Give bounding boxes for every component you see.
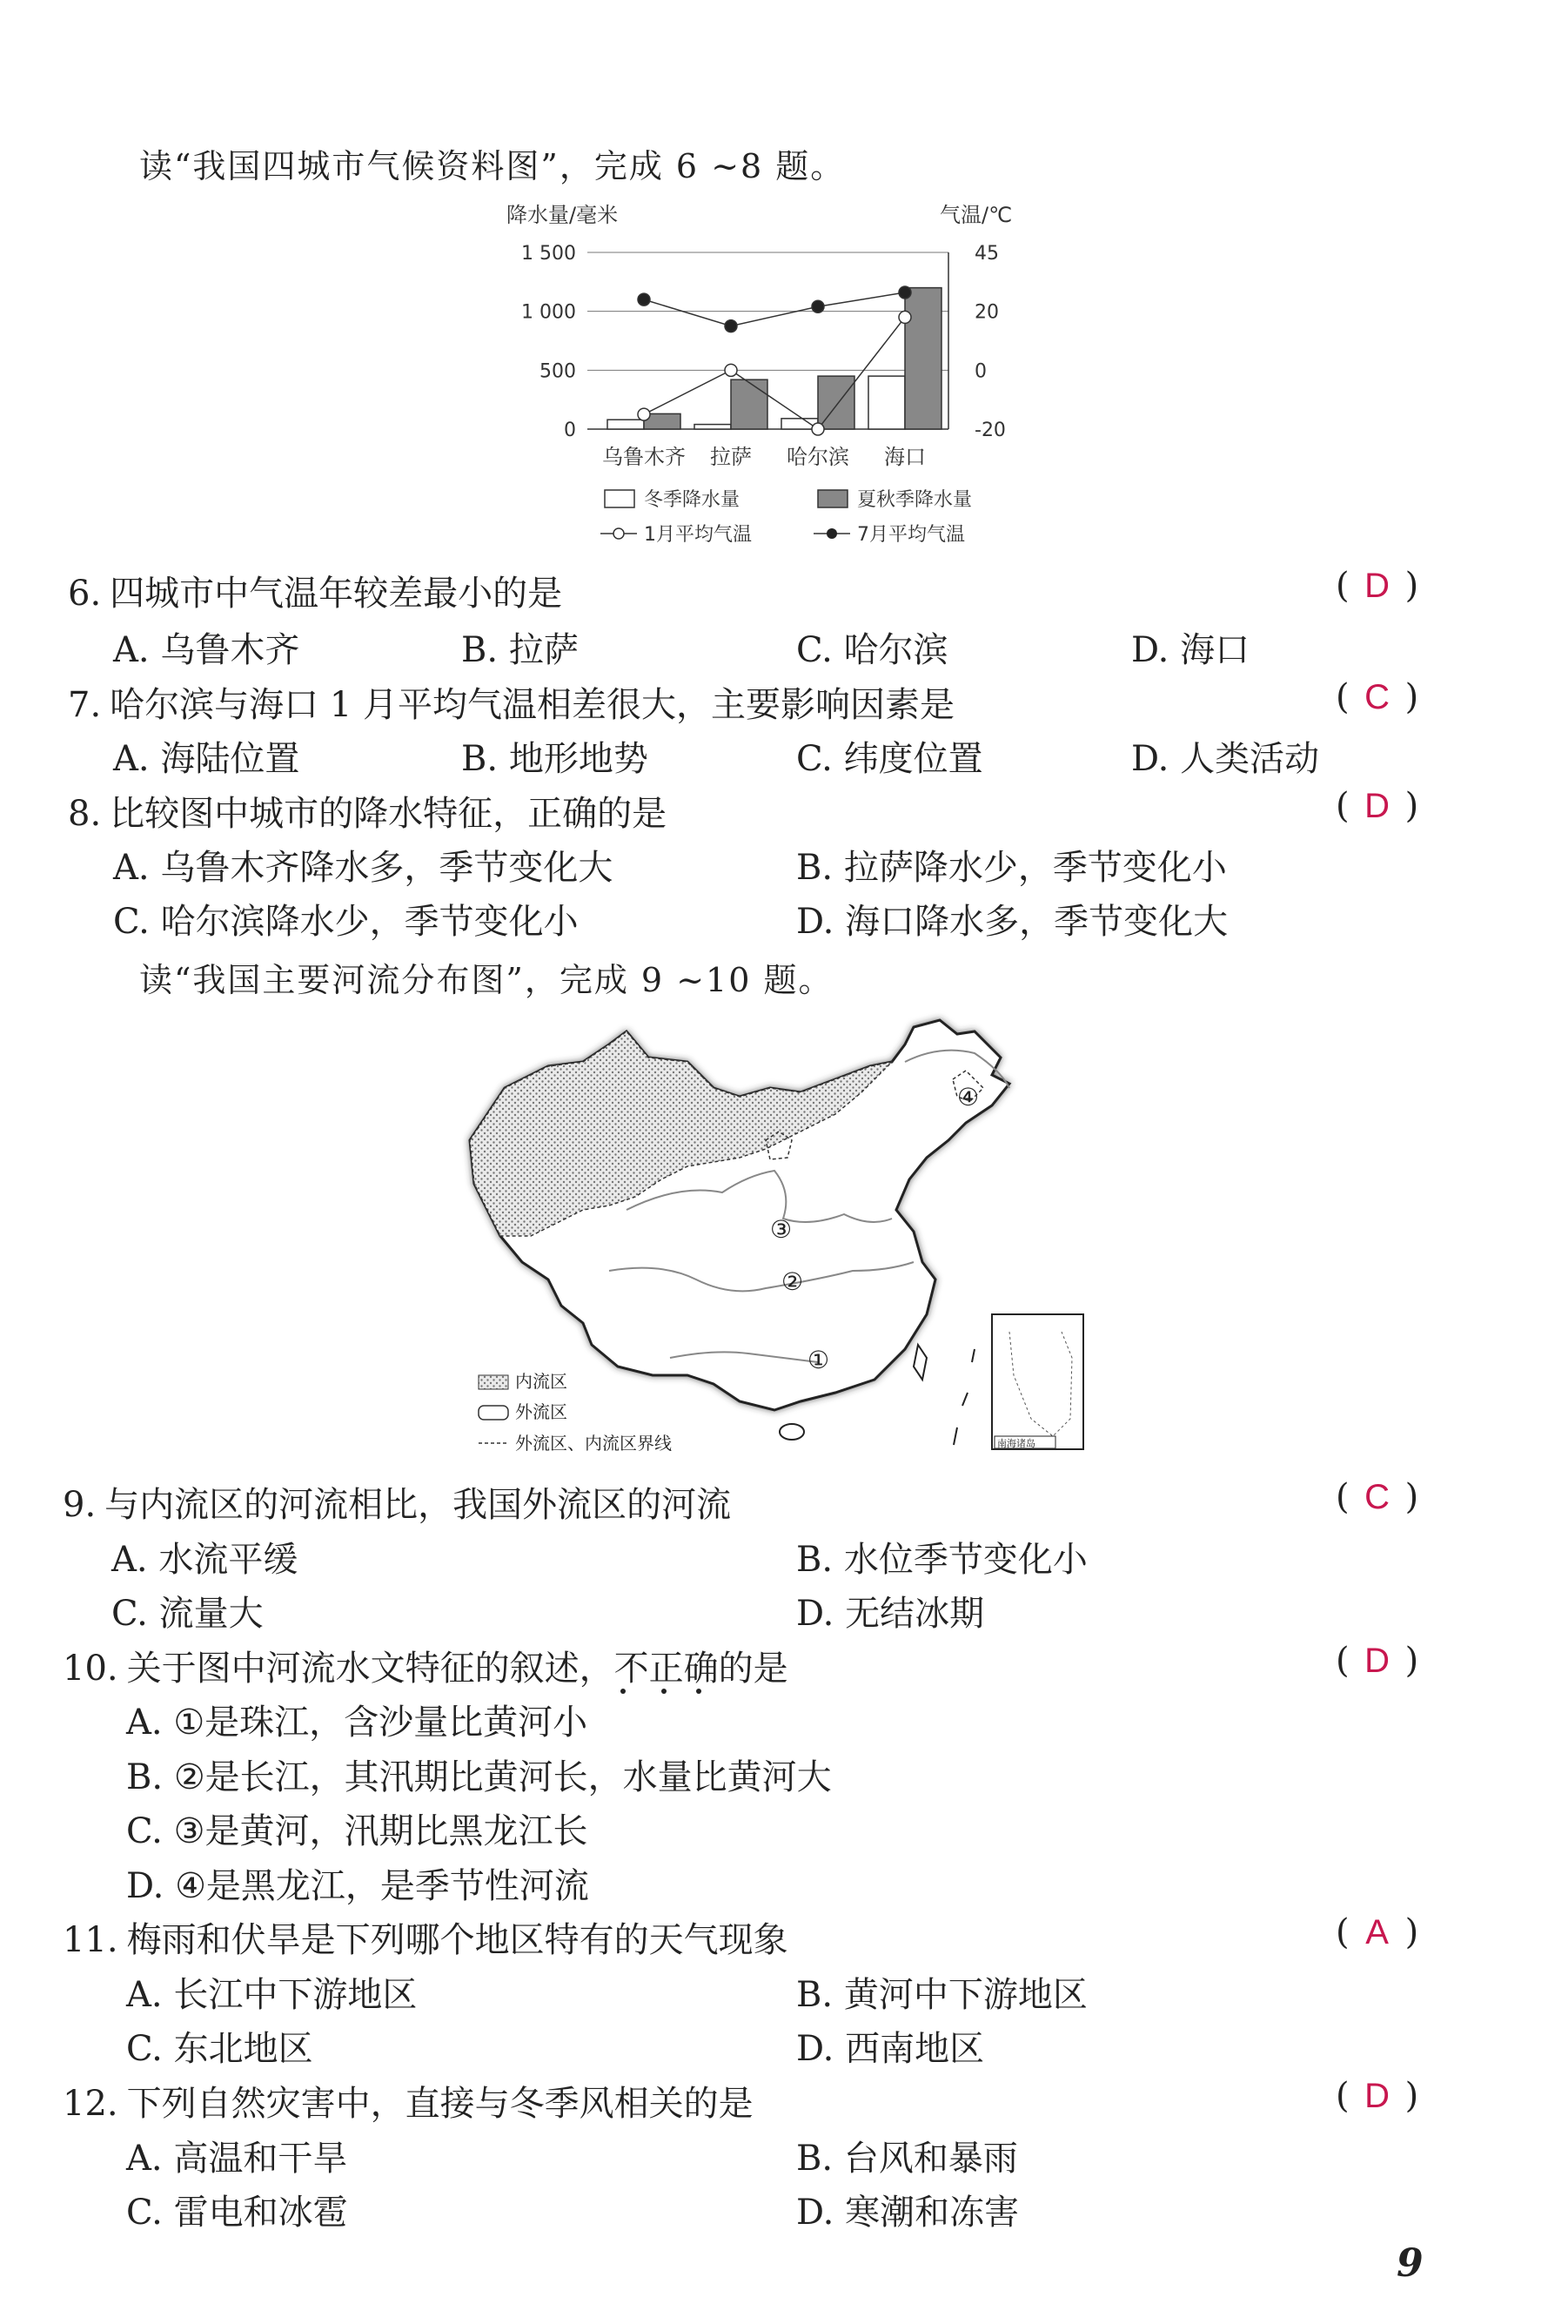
answer-letter: A (1365, 1913, 1389, 1951)
answer-letter: D (1364, 567, 1390, 605)
question-number: 10. (63, 1649, 118, 1689)
paren-open: ( (1336, 677, 1350, 717)
boundary-dash-2 (962, 1393, 968, 1406)
answer-bracket (1336, 1912, 1418, 1952)
paren-close: ) (1404, 677, 1419, 717)
jul-temp-point (725, 320, 737, 332)
option-c[interactable]: C. 哈尔滨降水少，季节变化小 (113, 902, 579, 942)
option-a[interactable]: A. 乌鲁木齐 (113, 630, 300, 670)
paren-open: ( (1336, 2076, 1350, 2116)
right-tick-label: -20 (975, 420, 1006, 441)
answer-bracket (1336, 1641, 1418, 1681)
question-number: 7. (68, 685, 102, 725)
china-river-map (452, 1010, 1096, 1462)
question-stem (63, 1912, 788, 1962)
legend-summer-label: 夏秋季降水量 (857, 489, 973, 511)
paren-close: ) (1404, 1912, 1419, 1952)
question-stem (68, 566, 562, 615)
category-label: 海口 (884, 445, 926, 469)
boundary-dash-1 (972, 1349, 975, 1362)
answer-bracket (1336, 677, 1418, 717)
jan-temp-point (812, 423, 824, 435)
question-text: 与内流区的河流相比，我国外流区的河流 (104, 1485, 732, 1525)
option-c[interactable]: C. 纬度位置 (796, 739, 983, 779)
option-b[interactable]: B. 黄河中下游地区 (796, 1975, 1088, 2015)
jul-temp-point (812, 300, 824, 312)
legend-jul-marker (827, 528, 837, 539)
category-label: 拉萨 (710, 445, 752, 469)
answer-letter: D (1364, 1642, 1390, 1680)
paren-close: ) (1404, 786, 1419, 826)
emphasis-dot-1 (620, 1689, 626, 1694)
intro-text-1: 读“我国四城市气候资料图”，完成 6 ~8 题。 (139, 147, 846, 185)
paren-open: ( (1336, 786, 1350, 826)
paren-close: ) (1404, 1477, 1419, 1517)
option-c[interactable]: C. 雷电和冰雹 (126, 2193, 348, 2233)
legend-jan-label: 1月平均气温 (644, 524, 752, 546)
option-a[interactable]: A. 海陆位置 (113, 739, 300, 779)
option-c[interactable]: C. 东北地区 (126, 2029, 313, 2069)
hainan-island (780, 1424, 804, 1440)
answer-letter: C (1364, 1478, 1390, 1516)
summer-precip-bar (731, 379, 767, 429)
jul-temp-point (638, 293, 650, 306)
option-b[interactable]: B. 拉萨 (461, 630, 579, 670)
option-b[interactable]: B. 拉萨降水少，季节变化小 (796, 848, 1227, 888)
inset-label: 南海诸岛 (997, 1438, 1035, 1449)
emphasis-dot-3 (696, 1689, 701, 1694)
right-tick-label: 20 (975, 301, 999, 324)
south-china-sea-inset (992, 1314, 1083, 1449)
paren-open: ( (1336, 1477, 1350, 1517)
question-number: 8. (68, 794, 102, 834)
left-axis-label: 降水量/毫米 (506, 203, 619, 227)
option-a[interactable]: A. 长江中下游地区 (126, 1975, 418, 2015)
question-number: 11. (63, 1920, 118, 1960)
option-d[interactable]: D. ④是黑龙江，是季节性河流 (126, 1866, 589, 1906)
answer-letter: D (1364, 2077, 1390, 2115)
summer-precip-bar (905, 288, 941, 429)
left-tick-label: 1 000 (521, 301, 576, 324)
option-a[interactable]: A. ①是珠江，含沙量比黄河小 (126, 1703, 588, 1743)
question-text: 下列自然灾害中，直接与冬季风相关的是 (126, 2084, 754, 2124)
climate-chart (487, 196, 1044, 557)
option-a[interactable]: A. 高温和干旱 (126, 2139, 348, 2179)
option-a[interactable]: A. 乌鲁木齐降水多，季节变化大 (113, 848, 613, 888)
answer-letter: C (1364, 678, 1390, 716)
question-number: 9. (63, 1485, 97, 1525)
answer-letter: D (1364, 787, 1390, 825)
taiwan-island (914, 1345, 927, 1380)
label-1: ① (807, 1346, 830, 1374)
option-c[interactable]: C. ③是黄河，汛期比黑龙江长 (126, 1811, 588, 1851)
boundary-dash-3 (954, 1427, 957, 1445)
jul-temp-point (899, 286, 911, 299)
jan-temp-point (899, 311, 911, 323)
jan-temp-point (638, 408, 650, 420)
option-d[interactable]: D. 人类活动 (1131, 739, 1320, 779)
legend-jan-marker (613, 528, 624, 539)
option-b[interactable]: B. 地形地势 (461, 739, 648, 779)
legend-inland-swatch (479, 1375, 508, 1389)
jan-temp-point (725, 364, 737, 376)
jul-temp-line (644, 292, 905, 326)
paren-close: ) (1404, 1641, 1419, 1681)
option-b[interactable]: B. 台风和暴雨 (796, 2139, 1018, 2179)
paren-close: ) (1404, 2076, 1419, 2116)
paren-open: ( (1336, 1912, 1350, 1952)
question-number: 12. (63, 2084, 118, 2124)
question-text: 梅雨和伏旱是下列哪个地区特有的天气现象 (126, 1920, 788, 1960)
option-d[interactable]: D. 海口降水多，季节变化大 (796, 902, 1229, 942)
legend-winter-swatch (605, 490, 634, 507)
paren-open: ( (1336, 1641, 1350, 1681)
right-axis-label: 气温/℃ (940, 203, 1013, 227)
paren-close: ) (1404, 566, 1419, 606)
option-b[interactable]: B. ②是长江，其汛期比黄河长，水量比黄河大 (126, 1757, 832, 1797)
page-number: 9 (1397, 2241, 1424, 2286)
chart-categories (602, 445, 926, 469)
answer-bracket (1336, 566, 1418, 606)
emphasis-dot-2 (661, 1689, 667, 1694)
label-4: ④ (957, 1083, 980, 1112)
label-2: ② (781, 1267, 804, 1296)
right-tick-label: 45 (975, 243, 999, 265)
option-d[interactable]: D. 寒潮和冻害 (796, 2193, 1020, 2233)
option-a[interactable]: A. 水流平缓 (111, 1540, 298, 1580)
option-c[interactable]: C. 哈尔滨 (796, 630, 948, 670)
left-tick-label: 0 (564, 420, 576, 441)
legend-outflow-swatch (479, 1406, 508, 1420)
answer-bracket (1336, 2076, 1418, 2116)
legend-summer-swatch (818, 490, 848, 507)
left-tick-label: 500 (539, 360, 576, 383)
legend-outflow-label: 外流区 (515, 1401, 567, 1422)
category-label: 乌鲁木齐 (602, 445, 686, 469)
label-3: ③ (770, 1215, 793, 1244)
question-text: 四城市中气温年较差最小的是 (110, 574, 563, 614)
legend-jul-label: 7月平均气温 (857, 524, 965, 546)
question-text: 哈尔滨与海口 1 月平均气温相差很大，主要影响因素是 (110, 685, 955, 725)
intro-text-2: 读“我国主要河流分布图”，完成 9 ~10 题。 (139, 961, 834, 999)
legend-winter-label: 冬季降水量 (644, 489, 740, 511)
winter-precip-bar (607, 420, 644, 429)
answer-bracket (1336, 1477, 1418, 1517)
jan-temp-line (644, 317, 905, 429)
question-text: 比较图中城市的降水特征，正确的是 (110, 794, 667, 834)
question-stem (68, 786, 667, 836)
question-stem (63, 1641, 788, 1690)
question-text: 关于图中河流水文特征的叙述，不正确的是 (126, 1649, 788, 1689)
right-tick-label: 0 (975, 360, 987, 383)
category-label: 哈尔滨 (787, 445, 849, 469)
paren-open: ( (1336, 566, 1350, 606)
winter-precip-bar (694, 425, 731, 429)
answer-bracket (1336, 786, 1418, 826)
question-number: 6. (68, 574, 102, 614)
option-d[interactable]: D. 海口 (1131, 630, 1250, 670)
option-b[interactable]: B. 水位季节变化小 (796, 1540, 1088, 1580)
legend-boundary-label: 外流区、内流区界线 (515, 1433, 672, 1454)
question-stem (63, 1477, 731, 1527)
legend-inland-label: 内流区 (515, 1371, 567, 1392)
question-stem (68, 677, 955, 727)
left-tick-label: 1 500 (521, 243, 576, 265)
question-stem (63, 2076, 754, 2126)
option-d[interactable]: D. 西南地区 (796, 2029, 985, 2069)
winter-precip-bar (868, 376, 905, 429)
option-c[interactable]: C. 流量大 (111, 1594, 264, 1634)
option-d[interactable]: D. 无结冰期 (796, 1594, 985, 1634)
